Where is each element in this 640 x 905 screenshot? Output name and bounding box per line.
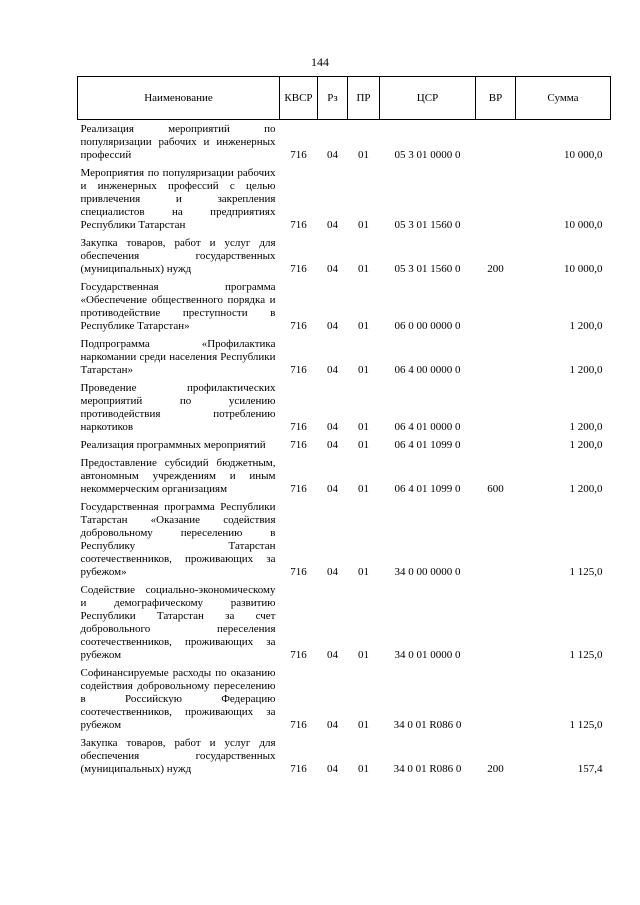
header-name: Наименование: [78, 77, 280, 120]
cell-pr: 01: [358, 483, 369, 495]
cell-sum: 10 000,0: [564, 219, 603, 231]
cell-name: Мероприятия по популяризации рабочих и инженерных профессий с целью привлечения и закрепления специалистов на предприятиях Республики Татарстан: [80, 167, 276, 231]
cell-name: Проведение профилактических мероприятий по усилению противодействия потреблению наркотиков: [80, 382, 276, 433]
cell-csr: 05 3 01 0000 0: [394, 149, 461, 161]
cell-rz: 04: [327, 364, 338, 376]
cell-rz: 04: [327, 566, 338, 578]
cell-pr: 01: [358, 719, 369, 731]
cell-vr: 200: [487, 763, 504, 775]
cell-pr: 01: [358, 364, 369, 376]
cell-csr: 05 3 01 1560 0: [394, 263, 461, 275]
cell-vr: [476, 335, 516, 379]
cell-csr: 06 4 01 1099 0: [394, 483, 461, 495]
cell-kvsr: 716: [290, 719, 307, 731]
cell-csr: 05 3 01 1560 0: [394, 219, 461, 231]
cell-name: Предоставление субсидий бюджетным, автономным учреждениям и иным некоммерческим организациям: [80, 457, 276, 495]
cell-kvsr: 716: [290, 219, 307, 231]
cell-name: Подпрограмма «Профилактика наркомании среди населения Республики Татарстан»: [80, 338, 276, 376]
cell-vr: 200: [487, 263, 504, 275]
cell-pr: 01: [358, 439, 369, 451]
cell-kvsr: 716: [290, 649, 307, 661]
cell-rz: 04: [327, 649, 338, 661]
cell-vr: [476, 379, 516, 436]
cell-vr: 600: [487, 483, 504, 495]
header-csr: ЦСР: [380, 77, 476, 120]
cell-rz: 04: [327, 219, 338, 231]
cell-vr: [476, 278, 516, 335]
cell-sum: 1 200,0: [569, 421, 603, 433]
cell-vr: [476, 581, 516, 664]
cell-sum: 1 125,0: [569, 566, 603, 578]
table-row: [78, 278, 611, 335]
cell-csr: 34 0 01 R086 0: [393, 719, 462, 731]
table-row: [78, 734, 611, 778]
cell-rz: 04: [327, 483, 338, 495]
cell-csr: 06 0 00 0000 0: [394, 320, 461, 332]
cell-sum: 1 125,0: [569, 649, 603, 661]
cell-pr: 01: [358, 263, 369, 275]
table-header: [78, 77, 611, 120]
cell-name: Реализация программных мероприятий: [80, 439, 266, 451]
cell-name: Софинансируемые расходы по оказанию содействия добровольному переселению в Российскую Федерацию соотечественников, проживающих за рубежом: [80, 667, 276, 731]
table-row: [78, 664, 611, 734]
cell-rz: 04: [327, 719, 338, 731]
budget-table: [77, 76, 611, 778]
cell-kvsr: 716: [290, 149, 307, 161]
cell-sum: 157,4: [577, 763, 603, 775]
table-body: [78, 120, 611, 779]
cell-rz: 04: [327, 149, 338, 161]
cell-pr: 01: [358, 149, 369, 161]
cell-kvsr: 716: [290, 320, 307, 332]
cell-kvsr: 716: [290, 263, 307, 275]
cell-csr: 06 4 01 1099 0: [394, 439, 461, 451]
cell-pr: 01: [358, 763, 369, 775]
cell-name: Закупка товаров, работ и услуг для обеспечения государственных (муниципальных) нужд: [80, 237, 276, 275]
table-row: [78, 581, 611, 664]
cell-pr: 01: [358, 421, 369, 433]
cell-sum: 10 000,0: [564, 149, 603, 161]
table-row: [78, 498, 611, 581]
cell-kvsr: 716: [290, 364, 307, 376]
header-pr: ПР: [348, 77, 380, 120]
cell-name: Закупка товаров, работ и услуг для обеспечения государственных (муниципальных) нужд: [80, 737, 276, 775]
cell-kvsr: 716: [290, 421, 307, 433]
cell-pr: 01: [358, 649, 369, 661]
cell-csr: 06 4 00 0000 0: [394, 364, 461, 376]
header-vr: ВР: [476, 77, 516, 120]
header-rz: Рз: [318, 77, 348, 120]
cell-vr: [476, 664, 516, 734]
cell-pr: 01: [358, 219, 369, 231]
cell-name: Реализация мероприятий по популяризации рабочих и инженерных профессий: [80, 123, 276, 161]
table-row: [78, 164, 611, 234]
cell-sum: 1 200,0: [569, 483, 603, 495]
cell-rz: 04: [327, 263, 338, 275]
cell-rz: 04: [327, 763, 338, 775]
table-row: [78, 454, 611, 498]
page-number: 144: [311, 55, 329, 69]
cell-csr: 34 0 01 R086 0: [393, 763, 462, 775]
table-row: [78, 120, 611, 165]
cell-pr: 01: [358, 566, 369, 578]
cell-kvsr: 716: [290, 763, 307, 775]
cell-sum: 1 200,0: [569, 320, 603, 332]
cell-name: Содействие социально-экономическому и демографическому развитию Республики Татарстан за счет добровольного переселения соотечественников, проживающих за рубежом: [80, 584, 276, 661]
header-sum: Сумма: [516, 77, 611, 120]
cell-vr: [476, 120, 516, 165]
cell-rz: 04: [327, 421, 338, 433]
cell-csr: 34 0 01 0000 0: [394, 649, 461, 661]
cell-name: Государственная программа «Обеспечение общественного порядка и противодействие преступности в Республике Татарстан»: [80, 281, 276, 332]
table-row: [78, 234, 611, 278]
cell-sum: 1 200,0: [569, 364, 603, 376]
table-row: [78, 379, 611, 436]
cell-vr: [476, 436, 516, 454]
cell-csr: 34 0 00 0000 0: [394, 566, 461, 578]
cell-sum: 1 125,0: [569, 719, 603, 731]
cell-kvsr: 716: [290, 439, 307, 451]
cell-vr: [476, 498, 516, 581]
table-row: [78, 436, 611, 454]
cell-rz: 04: [327, 320, 338, 332]
cell-name: Государственная программа Республики Татарстан «Оказание содействия добровольному переселению в Республику Татарстан соотечественников, проживающих за рубежом»: [80, 501, 276, 578]
cell-sum: 1 200,0: [569, 439, 603, 451]
cell-pr: 01: [358, 320, 369, 332]
cell-kvsr: 716: [290, 566, 307, 578]
cell-vr: [476, 164, 516, 234]
header-kvsr: КВСР: [280, 77, 318, 120]
cell-rz: 04: [327, 439, 338, 451]
cell-csr: 06 4 01 0000 0: [394, 421, 461, 433]
table-row: [78, 335, 611, 379]
cell-sum: 10 000,0: [564, 263, 603, 275]
cell-kvsr: 716: [290, 483, 307, 495]
